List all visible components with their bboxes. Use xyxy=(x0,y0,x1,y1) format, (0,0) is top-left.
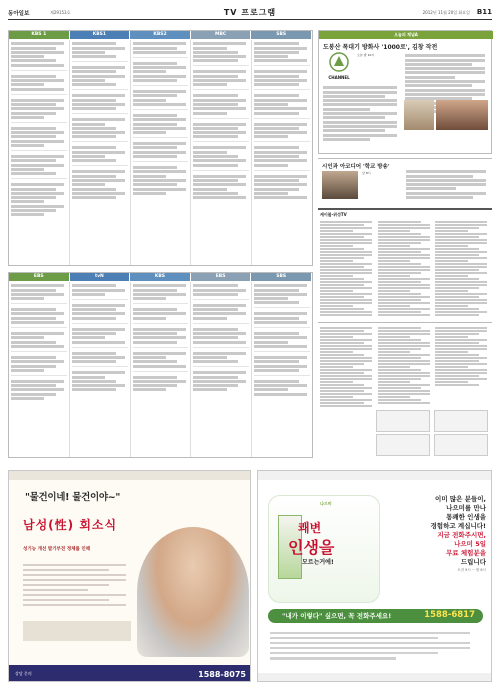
schedule-columns xyxy=(9,40,312,265)
ad-phone-number: 1588-8075 xyxy=(198,670,246,679)
feature2-photo xyxy=(322,171,358,199)
page-header xyxy=(8,6,492,20)
feature-headline: 도봉산 폭대기 방화사 '1000로', 김창 작전 xyxy=(323,44,438,51)
cable-columns xyxy=(320,220,490,318)
channel-header: EBS xyxy=(191,273,252,281)
small-ad xyxy=(376,434,430,456)
feature-body-text xyxy=(323,85,401,142)
featured-program-box-2 xyxy=(318,158,492,204)
feature-photo xyxy=(404,100,434,130)
cable-title: 케이블·위성TV xyxy=(320,212,347,217)
feature-tag: 오늘의 채널A xyxy=(319,31,493,39)
ad-headline-3: 모르는거에! xyxy=(302,559,334,566)
feature2-body-text xyxy=(406,169,490,200)
schedule-column xyxy=(131,282,192,457)
channel-header: EBS xyxy=(9,273,70,281)
feature2-headline: 시인과 아코디어 '학교 방송' xyxy=(322,164,390,170)
ad-side-line: 경험하고 계십니다! xyxy=(430,522,486,530)
ad-side-line: 나으미를 만나 xyxy=(446,504,486,512)
channel-header: tvN xyxy=(70,273,131,281)
ad-highlight-box xyxy=(23,621,131,641)
ad-call-bar xyxy=(268,609,483,623)
channel-header: KBS1 xyxy=(70,31,131,39)
ad-headline-2: 인생을 xyxy=(288,538,335,557)
cable-listings xyxy=(318,208,492,320)
ad-side-line: 무료 체험분을 xyxy=(446,549,486,557)
ad-call-text: "내가 이렇다" 싶으면, 꼭 전화주세요! xyxy=(282,612,392,620)
channel-header: MBC xyxy=(191,31,252,39)
cable-column xyxy=(435,220,490,318)
ad-headline-1: 쾌변 xyxy=(298,521,322,535)
ad-brand: 나으미 xyxy=(320,501,332,506)
schedule-columns xyxy=(9,282,312,457)
feature2-airtime: 낮 8시 xyxy=(362,171,371,175)
page-number: B11 xyxy=(476,8,492,16)
ad-benefit-list xyxy=(270,629,480,662)
advertisement-left xyxy=(8,470,251,682)
channel-logo-text: CHANNEL xyxy=(328,75,350,80)
ad-side-line: 나으미 5일 xyxy=(454,540,486,548)
ad-side-line: 드립니다 xyxy=(460,558,486,566)
small-ad xyxy=(376,410,430,432)
schedule-column xyxy=(252,40,312,265)
ad-top-strip xyxy=(9,471,251,480)
publish-date: 2012년 11월 20일 화요일 xyxy=(422,10,470,15)
ad-side-copy xyxy=(390,495,486,573)
ad-hours: 오전 9시 ~ 밤 8시 xyxy=(457,568,486,572)
channel-header: KBS 1 xyxy=(9,31,70,39)
schedule-column xyxy=(191,282,252,457)
small-ad xyxy=(434,410,488,432)
ad-footer-strip xyxy=(258,673,492,681)
channel-logo-icon xyxy=(324,51,354,73)
ad-side-line: 지금 전화주시면, xyxy=(437,531,486,539)
feature-photo xyxy=(436,100,488,130)
channel-header: KBS xyxy=(130,273,191,281)
tv-schedule-grid-top xyxy=(8,30,313,266)
featured-program-box xyxy=(318,30,492,154)
ad-body-text xyxy=(23,561,131,609)
small-ad xyxy=(434,434,488,456)
channel-header: SBS xyxy=(251,273,312,281)
ad-side-line: 이미 많은 분들이, xyxy=(435,495,486,503)
ad-quote: "물건이네! 물건이야~" xyxy=(25,492,121,503)
cable-column xyxy=(378,220,433,318)
schedule-column xyxy=(9,282,70,457)
ad-side-line: 통쾌한 인생을 xyxy=(446,513,486,521)
tv-schedule-grid-bottom xyxy=(8,272,313,458)
ad-contact-bar xyxy=(9,665,251,681)
channel-header-row xyxy=(9,273,312,281)
schedule-column xyxy=(252,282,312,457)
schedule-column xyxy=(70,282,131,457)
channel-header: KBS2 xyxy=(130,31,191,39)
issue-number: 제29153호 xyxy=(50,10,71,15)
paper-name: 동아일보 xyxy=(8,11,30,17)
ad-top-strip xyxy=(258,471,492,480)
schedule-column xyxy=(131,40,192,265)
section-title: TV 프로그램 xyxy=(223,8,277,17)
schedule-column xyxy=(191,40,252,265)
feature-airtime: 오늘 밤 10시 xyxy=(357,53,375,57)
listing-column xyxy=(320,326,375,456)
channel-header: SBS xyxy=(251,31,312,39)
cable-column xyxy=(320,220,375,318)
channel-header-row xyxy=(9,31,312,39)
ad-contact-label: 상담 문의 xyxy=(15,671,32,676)
ad-portrait xyxy=(137,527,249,657)
ad-phone-number: 1588-6817 xyxy=(424,610,475,620)
ad-subtitle: 성기능 개선 발기부전 정체를 인해 xyxy=(23,547,91,552)
advertisement-right xyxy=(257,470,492,682)
schedule-column xyxy=(9,40,70,265)
ad-title: 남성(性) 회소식 xyxy=(23,518,118,532)
schedule-column xyxy=(70,40,131,265)
